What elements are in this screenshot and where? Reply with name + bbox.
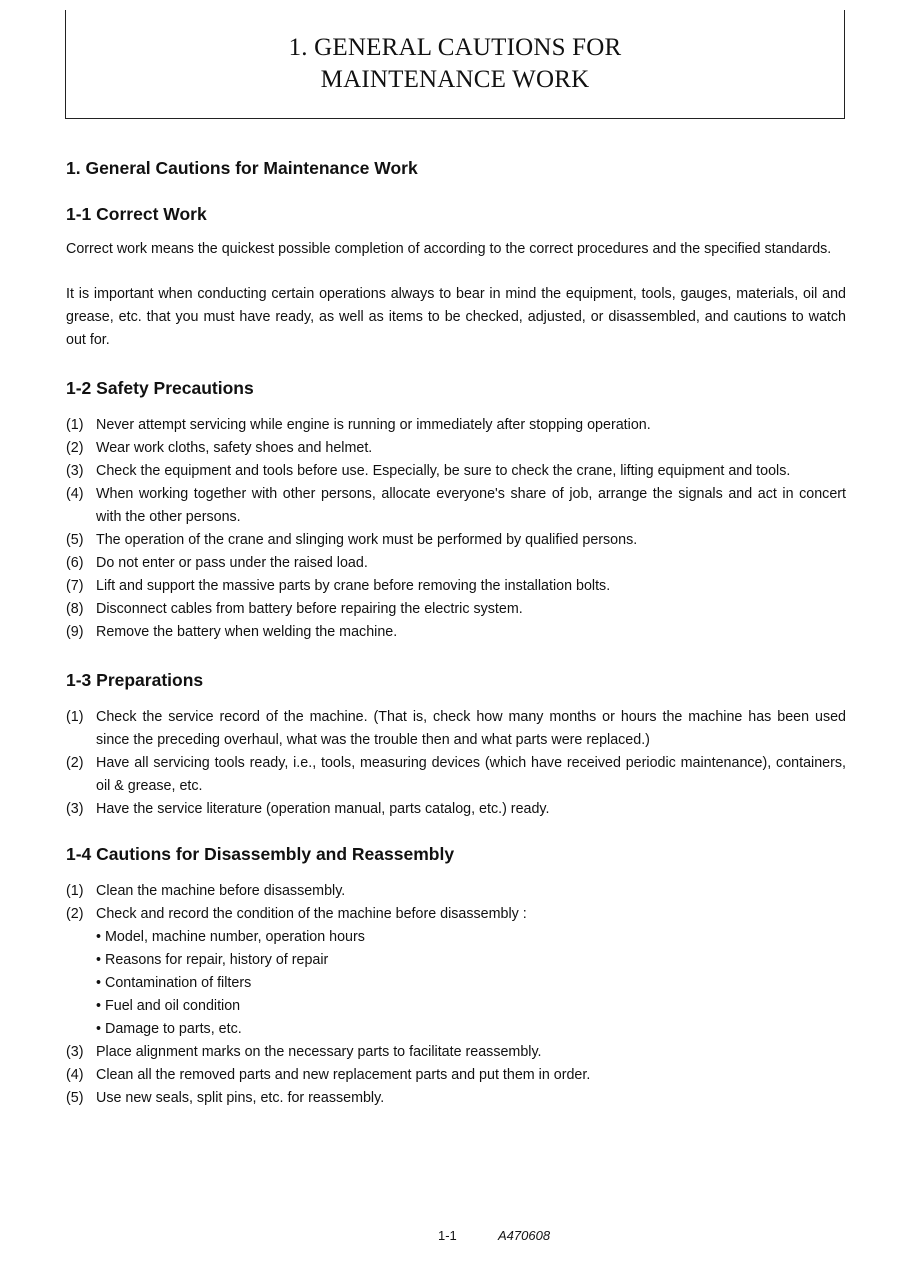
item-number: (1) xyxy=(66,417,84,433)
item-number: (9) xyxy=(66,624,84,640)
item-text: Place alignment marks on the necessary parts to facilitate reassembly. xyxy=(96,1044,542,1060)
list-item xyxy=(66,752,846,798)
condition-checklist xyxy=(96,926,846,1041)
item-text: Clean the machine before disassembly. xyxy=(96,883,346,899)
section-heading: 1. General Cautions for Maintenance Work xyxy=(66,158,418,178)
paragraph-correct-work-1: Correct work means the quickest possible completion of according to the correct procedures and the specified standards. xyxy=(66,241,832,257)
item-number: (6) xyxy=(66,555,84,571)
item-text: The operation of the crane and slinging work must be performed by qualified persons. xyxy=(96,532,638,548)
bullet-item: • Damage to parts, etc. xyxy=(96,1018,846,1041)
chapter-title-line-2: MAINTENANCE WORK xyxy=(320,66,590,93)
list-item xyxy=(66,706,846,752)
subsection-heading-1-4: 1-4 Cautions for Disassembly and Reassembly xyxy=(66,844,455,864)
disassembly-cautions-list xyxy=(66,880,846,1110)
item-number: (2) xyxy=(66,755,84,771)
item-number: (4) xyxy=(66,1067,84,1083)
list-item xyxy=(66,903,846,1041)
list-item xyxy=(66,1087,846,1110)
list-item xyxy=(66,621,846,644)
paragraph-correct-work-2: It is important when conducting certain operations always to bear in mind the equipment, tools, gauges, materials, oil and grease, etc. that you must have ready, as well as items to be checked, adjusted, or disassembled, and cautions to watch out for. xyxy=(66,286,846,348)
subsection-heading-1-1: 1-1 Correct Work xyxy=(66,204,207,224)
item-number: (4) xyxy=(66,486,84,502)
item-number: (2) xyxy=(66,440,84,456)
item-number: (7) xyxy=(66,578,84,594)
list-item xyxy=(66,552,846,575)
item-number: (2) xyxy=(66,906,84,922)
bullet-item: • Contamination of filters xyxy=(96,972,846,995)
list-item xyxy=(66,1064,846,1087)
item-text: Check the equipment and tools before use. Especially, be sure to check the crane, lifting equipment and tools. xyxy=(96,463,791,479)
list-item xyxy=(66,483,846,529)
item-number: (1) xyxy=(66,709,84,725)
list-item xyxy=(66,437,846,460)
bullet-item: • Reasons for repair, history of repair xyxy=(96,949,846,972)
list-item xyxy=(66,414,846,437)
item-text: Have the service literature (operation manual, parts catalog, etc.) ready. xyxy=(96,801,550,817)
list-item xyxy=(66,575,846,598)
item-number: (3) xyxy=(66,463,84,479)
item-number: (3) xyxy=(66,801,84,817)
bullet-item: • Fuel and oil condition xyxy=(96,995,846,1018)
list-item xyxy=(66,460,846,483)
safety-precautions-list xyxy=(66,414,846,644)
list-item xyxy=(66,1041,846,1064)
bullet-item: • Model, machine number, operation hours xyxy=(96,926,846,949)
chapter-title-line-1: 1. GENERAL CAUTIONS FOR xyxy=(288,34,622,61)
list-item xyxy=(66,598,846,621)
item-number: (3) xyxy=(66,1044,84,1060)
item-number: (5) xyxy=(66,532,84,548)
item-text: Clean all the removed parts and new replacement parts and put them in order. xyxy=(96,1067,591,1083)
item-text: Remove the battery when welding the machine. xyxy=(96,624,398,640)
item-number: (5) xyxy=(66,1090,84,1106)
item-text: When working together with other persons, allocate everyone's share of job, arrange the signals and act in concert with the other persons. xyxy=(96,486,846,525)
page-number: 1-1 xyxy=(438,1228,457,1243)
item-text: Do not enter or pass under the raised load. xyxy=(96,555,368,571)
subsection-heading-1-3: 1-3 Preparations xyxy=(66,670,204,690)
item-text: Lift and support the massive parts by crane before removing the installation bolts. xyxy=(96,578,611,594)
list-item xyxy=(66,880,846,903)
document-code: A470608 xyxy=(498,1228,551,1243)
item-text: Have all servicing tools ready, i.e., tools, measuring devices (which have received periodic maintenance), containers, oil & grease, etc. xyxy=(96,755,846,794)
item-text: Wear work cloths, safety shoes and helmet. xyxy=(96,440,373,456)
item-text: Check the service record of the machine. (That is, check how many months or hours the machine has been used since the preceding overhaul, what was the trouble then and what parts were replaced.) xyxy=(96,709,846,748)
item-number: (1) xyxy=(66,883,84,899)
page-footer xyxy=(0,1228,910,1248)
item-text: Check and record the condition of the machine before disassembly : xyxy=(96,906,527,922)
subsection-heading-1-2: 1-2 Safety Precautions xyxy=(66,378,254,398)
document-body xyxy=(66,156,846,1110)
item-number: (8) xyxy=(66,601,84,617)
item-text: Use new seals, split pins, etc. for reassembly. xyxy=(96,1090,385,1106)
list-item xyxy=(66,529,846,552)
title-box xyxy=(65,10,845,119)
item-text: Never attempt servicing while engine is running or immediately after stopping operation. xyxy=(96,417,651,433)
preparations-list xyxy=(66,706,846,821)
item-text: Disconnect cables from battery before repairing the electric system. xyxy=(96,601,523,617)
list-item xyxy=(66,798,846,821)
